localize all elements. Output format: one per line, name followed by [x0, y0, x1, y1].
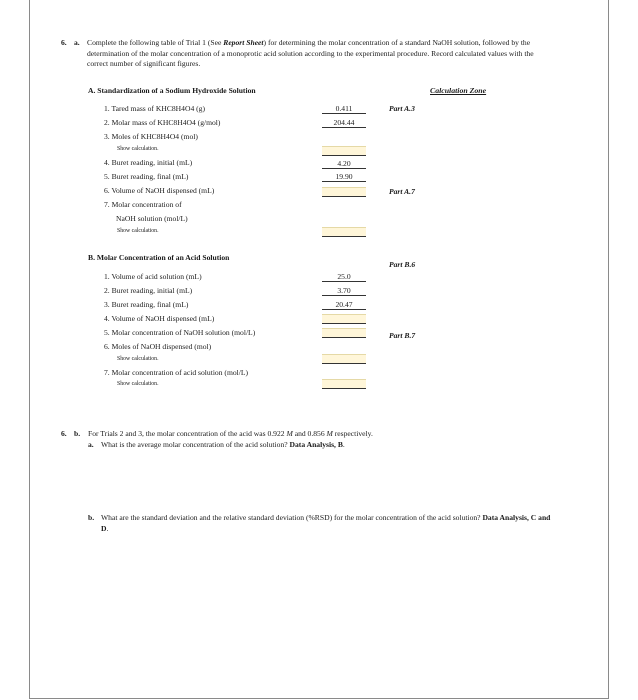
a-item-6	[104, 186, 214, 196]
a-blank-moles-khp[interactable]	[322, 146, 366, 156]
subquestion-a-question: What is the average molar concentration of the acid solution?	[101, 440, 290, 449]
a-item-4-number: 4.	[104, 158, 110, 167]
b-item-1	[104, 272, 202, 282]
part-a7-label: Part A.7	[389, 187, 415, 196]
a-item-2-label: Molar mass of KHC8H4O4 (g/mol)	[111, 118, 221, 127]
subquestion-a-text	[101, 440, 345, 450]
b-item-1-label: Volume of acid solution (mL)	[111, 272, 202, 281]
b-blank-molar-concentration-acid[interactable]	[322, 379, 366, 389]
a-blank-volume-naoh[interactable]	[322, 187, 366, 197]
subquestion-a-end: .	[342, 440, 345, 449]
a-item-4-label: Buret reading, initial (mL)	[111, 158, 193, 167]
b-item-6-number: 6.	[104, 342, 110, 351]
a-item-1	[104, 104, 205, 114]
subquestion-b-label: b.	[88, 513, 95, 522]
b-value-buret-final[interactable]: 20.47	[322, 300, 366, 310]
question-part-b-label: b.	[74, 429, 81, 438]
a-item-6-label: Volume of NaOH dispensed (mL)	[111, 186, 215, 195]
a-item-1-label: Tared mass of KHC8H4O4 (g)	[111, 104, 205, 113]
b-item-5-number: 5.	[104, 328, 110, 337]
subquestion-b-question: What are the standard deviation and the relative standard deviation (%RSD) for the molar concentration of the acid solution?	[101, 513, 483, 522]
a-value-molar-mass[interactable]: 204.44	[322, 118, 366, 128]
part-a3-label: Part A.3	[389, 104, 415, 113]
b-show-calculation-2: Show calculation.	[117, 381, 159, 387]
intro-report-sheet: Report Sheet	[223, 38, 264, 47]
intro-text-2: ) for determining the molar concentration of a standard NaOH solution, followed by the determination of the molar concentration of a monoprotic acid solution according to the experimental procedure. Record calculated values with the correct number of significant figures.	[87, 38, 534, 68]
subquestion-b-text	[101, 513, 553, 534]
part-b7-label: Part B.7	[389, 331, 416, 340]
subquestion-b-reference: Data Analysis, C and D	[101, 513, 551, 533]
b-item-2	[104, 286, 192, 296]
b-item-5	[104, 328, 255, 338]
question-6b-number: 6.	[61, 429, 67, 438]
b-item-7-label: Molar concentration of acid solution (mol/L)	[111, 368, 249, 377]
question-part-a-label: a.	[74, 38, 80, 47]
a-show-calculation-2: Show calculation.	[117, 228, 159, 234]
a-item-2-number: 2.	[104, 118, 110, 127]
q6b-text-1: For Trials 2 and 3, the molar concentration of the acid was 0.922	[88, 429, 287, 438]
a-item-3-number: 3.	[104, 132, 110, 141]
b-item-3-number: 3.	[104, 300, 110, 309]
a-item-7	[104, 200, 182, 210]
section-a-title: A. Standardization of a Sodium Hydroxide Solution	[88, 86, 256, 95]
a-item-6-number: 6.	[104, 186, 110, 195]
b-blank-molar-concentration-naoh[interactable]	[322, 328, 366, 338]
a-item-1-number: 1.	[104, 104, 110, 113]
calculation-zone-heading: Calculation Zone	[430, 86, 487, 95]
b-item-4-label: Volume of NaOH dispensed (mL)	[111, 314, 215, 323]
q6b-unit-m2: M	[326, 429, 333, 438]
b-item-2-number: 2.	[104, 286, 110, 295]
b-item-4-number: 4.	[104, 314, 110, 323]
b-value-acid-volume[interactable]: 25.0	[322, 272, 366, 282]
a-show-calculation-1: Show calculation.	[117, 146, 159, 152]
b-value-buret-initial[interactable]: 3.70	[322, 286, 366, 296]
subquestion-a-label: a.	[88, 440, 94, 449]
subquestion-a-reference: Data Analysis, B	[289, 440, 343, 449]
a-value-buret-final[interactable]: 19.90	[322, 172, 366, 182]
subquestion-b-end: .	[106, 523, 109, 533]
q6b-unit-m1: M	[286, 429, 293, 438]
a-item-2	[104, 118, 220, 128]
part-b6-label: Part B.6	[389, 260, 416, 269]
a-blank-molar-concentration-naoh[interactable]	[322, 227, 366, 237]
b-item-3	[104, 300, 188, 310]
b-item-3-label: Buret reading, final (mL)	[111, 300, 189, 309]
a-item-5-number: 5.	[104, 172, 110, 181]
a-value-tared-mass[interactable]: 0.411	[322, 104, 366, 114]
b-show-calculation-1: Show calculation.	[117, 356, 159, 362]
b-item-7-number: 7.	[104, 368, 110, 377]
question-6b-statement	[88, 429, 373, 439]
intro-text-1: Complete the following table of Trial 1 (See	[87, 38, 224, 47]
a-item-7-number: 7.	[104, 200, 110, 209]
a-item-3	[104, 132, 198, 142]
b-item-2-label: Buret reading, initial (mL)	[111, 286, 193, 295]
a-item-7-label: Molar concentration of	[111, 200, 182, 209]
b-item-5-label: Molar concentration of NaOH solution (mol/L)	[111, 328, 256, 337]
q6b-text-3: respectively.	[332, 429, 373, 438]
a-item-5	[104, 172, 188, 182]
b-item-6	[104, 342, 211, 352]
b-item-1-number: 1.	[104, 272, 110, 281]
a-item-7-label-line-2: NaOH solution (mol/L)	[116, 214, 188, 223]
q6b-text-2: and 0.856	[292, 429, 327, 438]
question-number: 6.	[61, 38, 67, 47]
b-item-7	[104, 368, 248, 378]
a-item-3-label: Moles of KHC8H4O4 (mol)	[111, 132, 198, 141]
b-blank-volume-naoh[interactable]	[322, 314, 366, 324]
a-value-buret-initial[interactable]: 4.20	[322, 159, 366, 169]
b-item-4	[104, 314, 214, 324]
section-b-title: B. Molar Concentration of an Acid Solution	[88, 253, 230, 262]
b-blank-moles-naoh[interactable]	[322, 354, 366, 364]
a-item-4	[104, 158, 192, 168]
question-6a-intro	[87, 38, 553, 70]
a-item-5-label: Buret reading, final (mL)	[111, 172, 189, 181]
b-item-6-label: Moles of NaOH dispensed (mol)	[111, 342, 212, 351]
